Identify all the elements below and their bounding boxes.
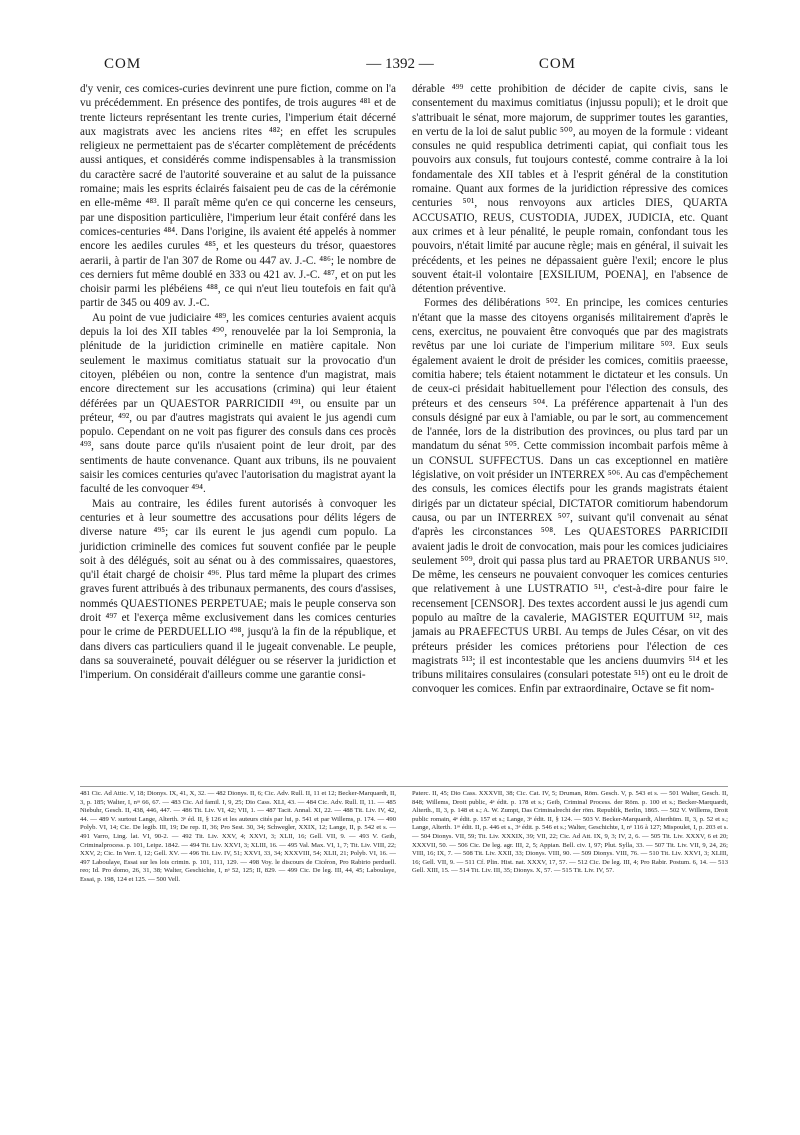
header-right-running-title: COM [538, 56, 576, 72]
footnotes-left-column [80, 790, 396, 885]
footnotes-right-column [412, 790, 728, 876]
left-text-column [80, 82, 396, 682]
paragraph: Mais au contraire, les édiles furent autorisés à convoquer les centuries et à leur soumettre des accusations pour délits légers de diverse nature ⁴⁹⁵; car ils eurent le jus agendi cum populo. La juridiction criminelle des comices fut souvent confiée par le peuple soit à des délégués, soit au sénat ou à des commissaires, quaestores, qu'il était chargé de choisir ⁴⁹⁶. Plus tard même la plupart des crimes graves furent attribués à des tribunaux permanents, des cours d'assises, nommés QUAESTIONES PERPETUAE; mais le peuple conserva son droit ⁴⁹⁷ et l'exerça même exclusivement dans les comices centuries pour le crime de PERDUELLIO ⁴⁹⁸, jusqu'à la fin de la république, et dans divers cas particuliers quand il le jugeait convenable. Le peuple, dans sa souveraineté, pouvait déléguer ou se réserver la juridiction et l'imperium. On considérait d'ailleurs comme une garantie consi- [80, 497, 396, 682]
paragraph: Au point de vue judiciaire ⁴⁸⁹, les comices centuries avaient acquis depuis la loi des XII tables ⁴⁹⁰, renouvelée par la loi Sempronia, la plénitude de la juridiction criminelle en matière capitale. Non seulement le maximus comitiatus statuait sur la provocatio d'un citoyen, plébéien ou non, contre la sentence d'un magistrat, mais encore directement sur les accusations (crimina) qui leur étaient déférées par un QUAESTOR PARRICIDII ⁴⁹¹, ou ensuite par un préteur, ⁴⁹², ou par d'autres magistrats qui avaient le jus agendi cum populo. Cependant on ne voit pas figurer des consuls dans ces procès ⁴⁹³, sans doute parce qu'ils n'usaient point de leur droit, par des sentiments de haute convenance. Quant aux tribuns, ils ne pouvaient saisir les comices centuries qu'avec l'autorisation du magistrat ayant la faculté de les convoquer ⁴⁹⁴. [80, 311, 396, 496]
right-text-column [412, 82, 728, 697]
page-number: — 1392 — [366, 56, 434, 72]
header-left-running-title: COM [104, 56, 142, 72]
footnotes-text: Paterc. II, 45; Dio Cass. XXXVII, 38; Cic. Cat. IV, 5; Druman, Röm. Gesch. V, p. 543 et s. — 501 Walter, Gesch. II, 848; Willems, Droit public, 4ᵉ édit. p. 178 et s.; Geib, Criminal Process. der Röm. p. 100 et s.; Becker-Marquardt, Alterth., II, 3, p. 148 et s.; A. W. Zumpt, Das Criminalrecht der röm. Republik, Berlin, 1865. — 502 V. Willems, Droit public romain, 4ᵉ édit. p. 157 et s.; Lange, 3ᵉ édit. II, § 124. — 503 V. Becker-Marquardt, Alterthüm. II, 3, p. 52 et s.; Lange, Alterth. 1ʳᵉ édit. II, p. 446 et s., 3ᵉ édit. p. 546 et s.; Walter, Geschichte, I, nᵒ 116 à 127; Mispoulet, I, p. 203 et s. — 504 Dionys. VII, 59; Tit. Liv. XXXIX, 39; VII, 22; Cic. Ad Att. IX, 9, 3; IV, 2, 6. — 505 Tit. Liv. XXXV, 6 et 20; XXXVII, 50. — 506 Cic. De leg. agr. III, 2, 5; Appian. Bell. civ. I, 97; Plut. Sylla, 33. — 507 Tit. Liv. VII, 9, 24, 26; VIII, 16; IX, 7. — 508 Tit. Liv. XXII, 33; Dionys. VIII, 90. — 509 Dionys. VIII, 76. — 510 Tit. Liv. XXVI, 3; XLIII, 16; Gell. VII, 9. — 511 Cf. Plin. Hist. nat. XXXV, 17, 57. — 512 Cic. De leg. III, 4; Pro Rabir. Postum. 6, 14. — 513 Gell. XIII, 15. — 514 Tit. Liv. III, 35; Dionys. X, 57. — 515 Tit. Liv. IV, 57. [412, 790, 728, 875]
paragraph: dérable ⁴⁹⁹ cette prohibition de décider de capite civis, sans le consentement du maximus comitiatus (injussu populi); et le droit que s'attribuait le sénat, more majorum, de supprimer toutes les garanties, en vertu de la loi de salut public ⁵⁰⁰, au moyen de la formule : videant consules ne quid respublica detrimenti capiat, qui confiait tous les pouvoirs aux consuls, fut toujours contesté, comme contraire à la loi fondamentale des XII tables et à l'esprit général de la constitution romaine. Quant aux formes de la juridiction répressive des comices centuries ⁵⁰¹, nous renvoyons aux articles DIES, QUARTA ACCUSATIO, REUS, CUSTODIA, JUDEX, JUDICIA, etc. Quant aux crimes et à leur pénalité, le peuple romain, confondant tous les pouvoirs, n'était limité par aucune règle; mais en général, il suivait les précédents, et les peines ne dépassaient guère l'exil; encore le plus souvent était-il volontaire [EXSILIUM, POENA], en l'absence de détention préventive. [412, 83, 728, 296]
paragraph: Formes des délibérations ⁵⁰². En principe, les comices centuries n'étant que la masse des citoyens organisés militairement d'après le cens, exercitus, ne pouvaient être convoqués que par des magistrats revêtus par une loi curiate de l'imperium militare ⁵⁰³. Eux seuls également avaient le droit de présider les comices, comitiis praeesse, comitia habere; tels étaient notamment le dictateur et les consuls. Un de ceux-ci présidait habituellement pour l'élection des consuls, des préteurs et des censeurs ⁵⁰⁴. La préférence appartenait à l'un des consuls désigné par eux à l'amiable, ou par le sort, au commencement de l'année, lors de la distribution des provinces, ou plus tard par un mandatum du sénat ⁵⁰⁵. Cette commission incombait parfois même à un CONSUL SUFFECTUS. Dans un cas exceptionnel en matière législative, on voit présider un INTERREX ⁵⁰⁶. Au cas d'empêchement des consuls, les comices électifs pour les grands magistrats étaient dirigés par un dictateur spécial, DICTATOR comitiorum habendorum causa, ou par un INTERREX ⁵⁰⁷, suivant qu'il convenait au sénat d'après les circonstances ⁵⁰⁸. Les QUAESTORES PARRICIDII avaient jadis le droit de convocation, mais pour les comices judiciaires seulement ⁵⁰⁹, droit qui passa plus tard au PRAETOR URBANUS ⁵¹⁰. De même, les censeurs ne pouvaient convoquer les comices centuries que relativement à une LUSTRATIO ⁵¹¹, c'est-à-dire pour faire le recensement [CENSOR]. Des textes accordent aussi le jus agendi cum populo au maître de la cavalerie, MAGISTER EQUITUM ⁵¹², mais jamais au PRAEFECTUS URBI. Au temps de Jules César, on vit des préteurs présider les comices prétoriens pour l'élection de ces magistrats ⁵¹³; il est incontestable que les anciens duumvirs ⁵¹⁴ et les tribuns militaires consulaires (consulari potestate ⁵¹⁵) ont eu le droit de convoquer les comices. Enfin par extraordinaire, Octave se fit nom- [412, 297, 728, 696]
footnotes-divider [80, 786, 728, 787]
footnotes-text: 481 Cic. Ad Attic. V, 18; Dionys. IX, 41, X, 32. — 482 Dionys. II, 6; Cic. Adv. Rull. II, 11 et 12; Becker-Marquardt, II, 3, p. 185; Walter, I, nᵒˢ 66, 67. — 483 Cic. Ad famil. I, 9, 25; Dio Cass. XLI, 43. — 484 Cic. Adv. Rull. II, 11. — 485 Niebuhr, Gesch. II, 438, 446, 447. — 486 Tit. Liv. VI, 42; VII, 1. — 487 Tacit. Annal. XI, 22. — 488 Tit. Liv. IV, 42, 44. — 489 V. surtout Lange, Alterth. 3ᵉ éd. II, § 126 et les auteurs cités par lui, p. 541 et par Willems, p. 174. — 490 Polyb. VI, 14; Cic. De legib. III, 19; De rep. II, 36; Pro Sest. 30, 34; Schwegler, XXIX, 12; Lange, II, p. 542 et s. — 491 Varro, Ling. lat. VI, 90-2. — 492 Tit. Liv. XXV, 4; XXVI, 3; XLII, 16; Gell. VII, 9. — 493 V. Geib, Criminalprocess. p. 101, Leipz. 1842. — 494 Tit. Liv. XXVI, 3; XLIII, 16. — 495 Val. Max. VI, 1, 7; Tit. Liv. VIII, 22; XXV, 2; Cic. In Verr. I, 12; Gell. XV. — 496 Tit. Liv. IV, 51; XXVI, 33, 34; XXXVIII, 54; XLII, 21; Polyb. VI, 16. — 497 Laboulaye, Essai sur les lois crimin. p. 101, 111, 129. — 498 Voy. le discours de Cicéron, Pro Rabirio perduell. reo; Id. Pro domo, 26, 31, 38; Walter, Geschichte, I, nᵒ 52, 125; II, 829. — 499 Cic. De leg. III, 44, 45; Laboulaye, Essai, p. 198, 124 et 125. — 500 Vell. [80, 790, 396, 883]
page-header [76, 56, 724, 76]
paragraph: d'y venir, ces comices-curies devinrent une pure fiction, comme on l'a vu précédemment. En présence des pontifes, de trois augures ⁴⁸¹ et de trente licteurs représentant les trente curies, l'imperium était décerné aux magistrats avec les anciens rites ⁴⁸²; en effet les scrupules religieux ne permettaient pas de s'écarter complètement de précédents aussi antiques, et considérés comme indispensables à la transmission du caractère sacré de l'autorité souveraine et au salut de la puissance romaine; mais les esprits éclairés faisaient peu de cas de la cérémonie en elle-même ⁴⁸³. Il paraît même qu'en ce qui concerne les censeurs, par une disposition particulière, l'imperium leur était conféré dans les comices-centuries ⁴⁸⁴. Dans l'origine, ils avaient été appelés à nommer encore les aediles curules ⁴⁸⁵, et les questeurs du trésor, quaestores aerarii, à partir de l'an 307 de Rome ou 447 av. J.-C. ⁴⁸⁶; le nombre de ces derniers fut même doublé en 333 ou 421 av. J.-C. ⁴⁸⁷, et on put les choisir parmi les plébéiens ⁴⁸⁸, ce qui n'eut lieu toutefois en fait qu'à partir de 345 ou 409 av. J.-C. [80, 83, 396, 310]
